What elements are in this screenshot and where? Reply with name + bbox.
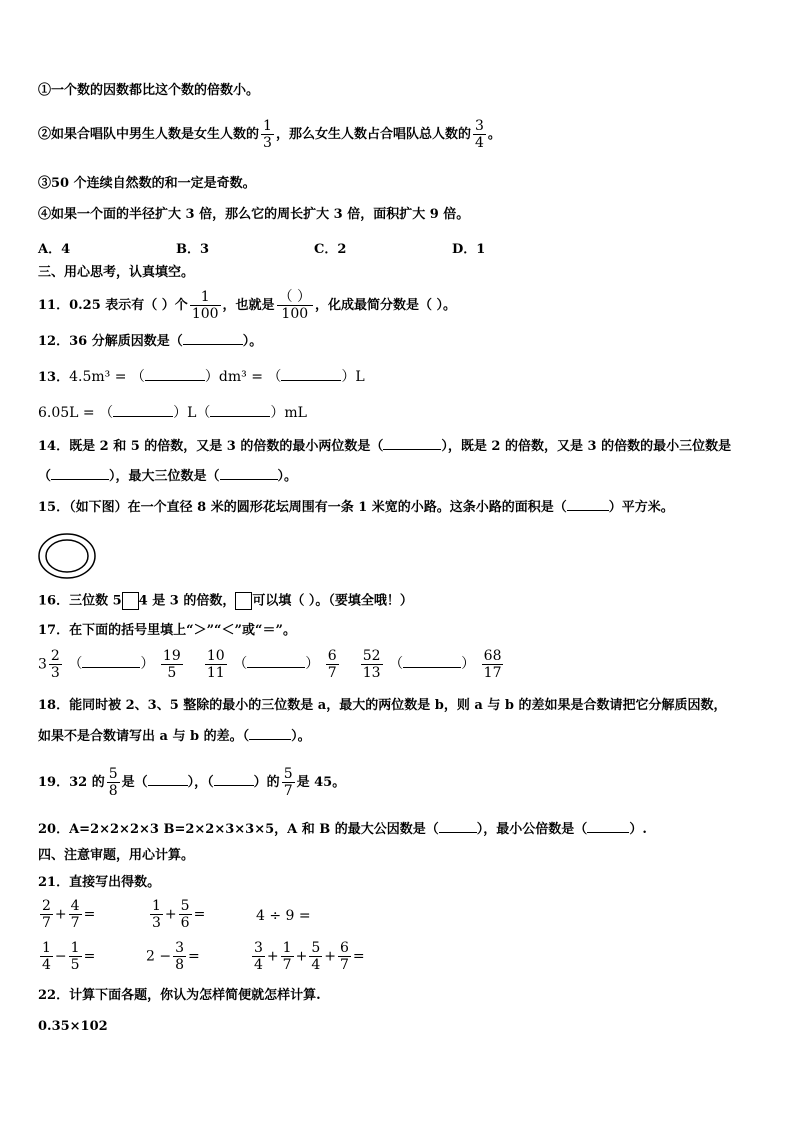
numerator: 6 (339, 940, 349, 956)
denominator: 7 (339, 957, 349, 973)
q12-text-a: 12．36 分解质因数是（ (38, 334, 183, 349)
denominator: 4 (254, 957, 263, 973)
numerator: 10 (206, 648, 225, 664)
denominator: 4 (42, 957, 51, 973)
equals-sign: = (188, 948, 200, 965)
statement-4: ④如果一个面的半径扩大 3 倍，那么它的周长扩大 3 倍，面积扩大 9 倍。 (38, 207, 470, 222)
denominator: 8 (175, 957, 185, 973)
denominator: 7 (282, 957, 292, 973)
expression-5 (146, 940, 200, 973)
section-4-heading: 四、注意审题，用心计算。 (38, 848, 195, 863)
q20-text-b: ），最小公倍数是（ (476, 822, 588, 837)
fraction (49, 648, 62, 681)
denominator: 7 (42, 915, 51, 931)
numerator: 6 (327, 648, 337, 664)
q11-text-b: ，也就是 (222, 298, 275, 313)
fraction (69, 940, 82, 973)
answer-blank[interactable] (113, 404, 173, 417)
plus-sign: + (295, 948, 308, 965)
q16-text-a: 16．三位数 5 (38, 593, 122, 609)
answer-blank[interactable] (220, 467, 278, 480)
q13-text: ）dm³ = （ (204, 369, 282, 385)
denominator: 3 (263, 135, 272, 151)
statement-2-text-b: ，那么女生人数占合唱队总人数的 (275, 127, 471, 142)
numerator: 52 (362, 648, 381, 664)
answer-blank[interactable] (567, 498, 609, 511)
question-13-line-2 (38, 404, 307, 423)
q14-text-c: （ (38, 469, 52, 484)
mixed-number (38, 648, 64, 681)
q11-text-a: 11．0.25 表示有（ ）个 (38, 298, 188, 313)
q13-text: ）L（ (173, 405, 211, 421)
numerator: 19 (162, 648, 181, 664)
q13-text: ）mL (270, 405, 307, 421)
question-22: 22．计算下面各题，你认为怎样简便就怎样计算. (38, 988, 321, 1003)
fraction (179, 898, 192, 931)
expression-1 (38, 898, 95, 931)
fraction (482, 648, 504, 681)
numerator: 1 (190, 289, 221, 306)
question-17: 17．在下面的括号里填上“＞”“＜”或“＝”。 (38, 623, 296, 638)
fraction (69, 898, 82, 931)
q14-text-e: ）。 (277, 469, 298, 484)
digit-box[interactable] (235, 592, 252, 610)
q15-text-a: 15．（如下图）在一个直径 8 米的圆形花坛周围有一条 1 米宽的小路。这条小路的面积是（ (38, 500, 567, 515)
denominator: 6 (180, 915, 190, 931)
numerator: 2 (42, 898, 51, 914)
paren: ） (461, 656, 476, 672)
question-16 (38, 592, 413, 611)
question-14 (38, 437, 731, 456)
q13-text: 6.05L = （ (38, 405, 114, 421)
q19-text-c: ），（ (187, 775, 214, 790)
fraction (107, 766, 120, 799)
q19-text-b: 是（ (121, 775, 148, 790)
q18-text-b: 如果不是合数请写出 a 与 b 的差。（ (38, 729, 250, 744)
numerator: 3 (254, 940, 263, 956)
statement-2 (38, 118, 501, 151)
equals-sign: = (83, 906, 96, 923)
answer-blank[interactable] (403, 655, 461, 668)
expression-3: 4 ÷ 9 = (256, 908, 311, 924)
answer-blank[interactable] (249, 727, 291, 740)
numerator: 4 (70, 898, 80, 914)
minus-sign: − (54, 948, 67, 965)
paren: （ (389, 656, 404, 672)
fraction (473, 118, 486, 151)
q11-text-c: ，化成最简分数是（ ）。 (315, 298, 457, 313)
q18-text-c: ）。 (291, 729, 311, 744)
fraction (361, 648, 383, 681)
denominator: 7 (283, 783, 293, 799)
fraction (205, 648, 227, 681)
answer-blank[interactable] (247, 655, 305, 668)
denominator: 17 (483, 665, 502, 681)
q19-text-d: ）的 (253, 775, 280, 790)
answer-blank[interactable] (210, 404, 270, 417)
equals-sign: = (193, 906, 206, 923)
answer-blank[interactable] (148, 773, 188, 786)
denominator: 13 (362, 665, 381, 681)
q20-text-c: ）. (629, 822, 647, 837)
fraction (40, 940, 53, 973)
fraction (161, 648, 183, 681)
numerator: 1 (70, 940, 80, 956)
numerator: 5 (283, 766, 293, 782)
fraction (150, 898, 163, 931)
plus-sign: + (54, 906, 67, 923)
paren: ） (305, 656, 320, 672)
denominator: 4 (311, 957, 321, 973)
fraction (309, 940, 322, 973)
circle-path-figure (36, 531, 98, 581)
plus-sign: + (324, 948, 336, 965)
question-11 (38, 289, 456, 322)
denominator: 3 (50, 665, 60, 681)
q12-text-b: ）。 (242, 334, 263, 349)
answer-blank[interactable] (183, 332, 243, 345)
q13-number: 13． (38, 370, 70, 385)
answer-blank[interactable] (281, 368, 341, 381)
answer-blank[interactable] (51, 467, 109, 480)
denominator: 11 (206, 665, 225, 681)
numerator: 1 (42, 940, 51, 956)
q16-text-c: 可以填（ ）。（要填全哦！） (252, 593, 413, 609)
option-d: D．1 (452, 242, 486, 257)
answer-blank[interactable] (214, 773, 254, 786)
question-13 (38, 368, 365, 387)
statement-3: ③50 个连续自然数的和一定是奇数。 (38, 176, 256, 191)
q14-text-a: 14．既是 2 和 5 的倍数，又是 3 的倍数的最小两位数是（ (38, 439, 384, 454)
fraction (277, 289, 313, 322)
equals-sign: = (83, 948, 96, 965)
fraction (281, 940, 294, 973)
q20-text-a: 20．A=2×2×2×3 B=2×2×3×3×5，A 和 B 的最大公因数是（ (38, 822, 439, 837)
q13-text: 4.5m³ = （ (69, 369, 145, 385)
statement-2-text-c: 。 (487, 127, 501, 142)
answer-blank[interactable] (145, 368, 205, 381)
fraction (338, 940, 351, 973)
paren: ） (140, 656, 155, 672)
expression-4 (38, 940, 95, 973)
question-19 (38, 766, 345, 799)
paren: （ (233, 656, 248, 672)
answer-blank[interactable] (439, 820, 477, 833)
section-3-heading: 三、用心思考，认真填空。 (38, 265, 195, 280)
numerator: 68 (483, 648, 502, 664)
question-18-line-2 (38, 727, 311, 746)
fraction (190, 289, 221, 322)
statement-2-text-a: ②如果合唱队中男生人数是女生人数的 (38, 127, 260, 142)
numerator: （ ） (278, 289, 312, 305)
q14-text-b: ），既是 2 的倍数，又是 3 的倍数的最小三位数是 (441, 439, 732, 454)
option-c: C．2 (314, 242, 347, 257)
numerator: 5 (108, 766, 118, 782)
plus-sign: + (266, 948, 279, 965)
option-b: B．3 (176, 242, 210, 257)
plus-sign: + (164, 906, 177, 923)
fraction (252, 940, 265, 973)
numerator: 5 (311, 940, 321, 956)
answer-blank[interactable] (587, 820, 629, 833)
denominator: 7 (70, 915, 80, 931)
fraction (261, 118, 274, 151)
q19-text-a: 19．32 的 (38, 775, 105, 790)
fraction (282, 766, 295, 799)
denominator: 5 (167, 665, 177, 681)
statement-1: ①一个数的因数都比这个数的倍数小。 (38, 83, 260, 98)
numerator: 2 (50, 648, 60, 664)
question-22-expression: 0.35×102 (38, 1019, 108, 1034)
whole-number: 2 − (146, 948, 172, 965)
denominator: 7 (327, 665, 337, 681)
answer-blank[interactable] (383, 437, 441, 450)
digit-box[interactable] (122, 592, 139, 610)
whole-part: 3 (38, 656, 47, 673)
denominator: 8 (108, 783, 118, 799)
question-21: 21．直接写出得数。 (38, 875, 161, 890)
expression-2 (148, 898, 205, 931)
option-a: A．4 (38, 242, 71, 257)
question-20 (38, 820, 647, 839)
denominator: 100 (281, 306, 309, 322)
paren: （ (68, 656, 83, 672)
question-15 (38, 498, 674, 517)
equals-sign: = (352, 948, 365, 965)
numerator: 1 (282, 940, 292, 956)
q15-text-b: ）平方米。 (608, 500, 674, 515)
question-18: 18．能同时被 2、3、5 整除的最小的三位数是 a，最大的两位数是 b，则 a 与 b 的差如果是合数请把它分解质因数， (38, 698, 727, 713)
fraction (326, 648, 339, 681)
denominator: 5 (70, 957, 80, 973)
question-17-comparisons (38, 648, 505, 681)
q19-text-e: 是 45。 (296, 775, 346, 790)
numerator: 3 (474, 118, 484, 134)
fraction (173, 940, 186, 973)
answer-blank[interactable] (82, 655, 140, 668)
denominator: 4 (474, 135, 484, 151)
numerator: 1 (152, 898, 161, 914)
q14-text-d: ），最大三位数是（ (109, 469, 220, 484)
denominator: 3 (152, 915, 161, 931)
q16-text-b: 4 是 3 的倍数， (138, 593, 236, 609)
numerator: 3 (175, 940, 185, 956)
numerator: 5 (180, 898, 190, 914)
q13-text: ）L (341, 369, 365, 385)
denominator: 100 (191, 306, 219, 322)
question-12 (38, 332, 262, 351)
fraction (40, 898, 53, 931)
numerator: 1 (263, 118, 272, 134)
expression-6 (250, 940, 365, 973)
question-14-line-2 (38, 467, 297, 486)
